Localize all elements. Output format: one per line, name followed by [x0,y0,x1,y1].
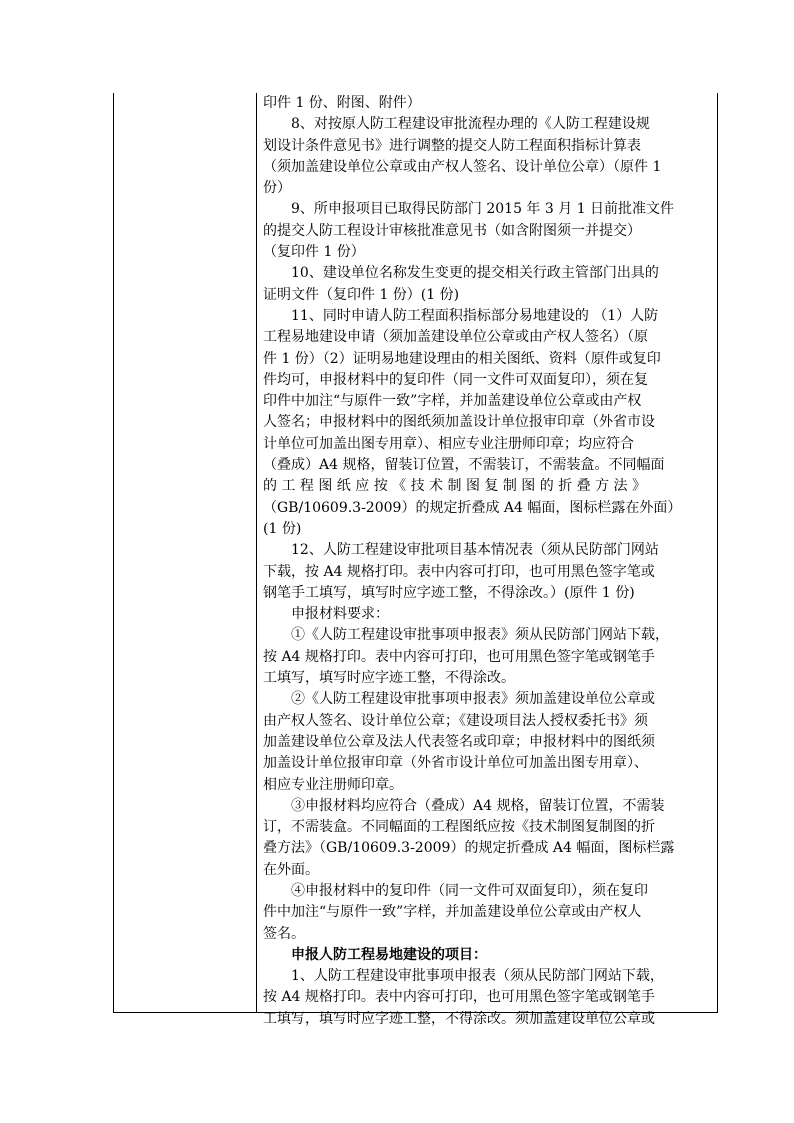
text-line: 人签名；申报材料中的图纸须加盖设计单位报审印章（外省市设 [263,414,655,431]
text-line: 按 A4 规格打印。表中内容可打印，也可用黑色签字笔或钢笔手 [263,648,655,665]
text-line: ④申报材料中的复印件（同一文件可双面复印），须在复印 [291,882,648,899]
text-line: 工填写，填写时应字迹工整，不得涂改。须加盖建设单位公章或 [263,1010,655,1027]
text-line: ①《人防工程建设审批事项申报表》须从民防部门网站下载， [291,627,669,644]
text-line: 1、人防工程建设审批事项申报表（须从民防部门网站下载， [291,968,664,985]
text-line: 11、同时申请人防工程面积指标部分易地建设的 （1）人防 [291,307,659,324]
text-line: 订，不需装盒。不同幅面的工程图纸应按《技术制图复制图的折 [263,819,655,836]
text-line: 签名。 [263,925,305,942]
text-line: 10、建设单位名称发生变更的提交相关行政主管部门出具的 [291,265,659,282]
text-line: 的 工 程 图 纸 应 按 《 技 术 制 图 复 制 图 的 折 叠 方 法 》 [263,478,647,495]
text-line: 相应专业注册师印章。 [263,776,403,793]
text-line: 在外面。 [263,861,319,878]
text-line: （须加盖建设单位公章或由产权人签名、设计单位公章）（原件 1 [263,158,662,175]
text-line: (1 份) [263,520,302,537]
table-column-divider [256,93,257,1013]
section-heading: 申报人防工程易地建设的项目： [291,946,487,963]
table-border-right [717,93,718,1013]
text-line: 9、所申报项目已取得民防部门 2015 年 3 月 1 日前批准文件 [291,201,675,218]
text-line: 按 A4 规格打印。表中内容可打印，也可用黑色签字笔或钢笔手 [263,989,655,1006]
text-line: 钢笔手工填写，填写时应字迹工整，不得涂改。）(原件 1 份) [263,584,635,601]
text-line: 下载，按 A4 规格打印。表中内容可打印，也可用黑色签字笔或 [263,563,655,580]
text-line: （GB/10609.3-2009）的规定折叠成 A4 幅面，图标栏露在外面） [263,499,682,516]
text-line: ③申报材料均应符合（叠成）A4 规格，留装订位置，不需装 [291,797,665,814]
text-line: 叠方法》（GB/10609.3-2009）的规定折叠成 A4 幅面，图标栏露 [263,840,675,857]
text-line: 8、对按原人防工程建设审批流程办理的《人防工程建设规 [291,116,650,133]
table-border-left [113,93,114,1013]
text-line: 加盖设计单位报审印章（外省市设计单位可加盖出图专用章）、 [263,755,648,772]
requirements-cell [263,93,715,1030]
text-line: 工填写，填写时应字迹工整，不得涂改。 [263,670,515,687]
section-label: 申报材料要求： [291,606,389,623]
text-line: ②《人防工程建设审批事项申报表》须加盖建设单位公章或 [291,691,655,708]
text-line: 份） [263,180,291,197]
text-line: （叠成）A4 规格，留装订位置，不需装订，不需装盒。不同幅面 [263,457,665,474]
text-line: 证明文件（复印件 1 份）(1 份) [263,286,460,303]
text-line: 计单位可加盖出图专用章）、相应专业注册师印章；均应符合 [263,435,634,452]
text-line: 件中加注“与原件一致”字样，并加盖建设单位公章或由产权人 [263,904,642,921]
text-line: 12、人防工程建设审批项目基本情况表（须从民防部门网站 [291,542,659,559]
text-line: 印件中加注“与原件一致”字样，并加盖建设单位公章或由产权 [263,393,642,410]
text-line: 的提交人防工程设计审核批准意见书（如含附图须一并提交） [263,222,641,239]
text-line: 划设计条件意见书》进行调整的提交人防工程面积指标计算表 [263,137,641,154]
text-line: （复印件 1 份） [263,244,365,261]
text-line: 件均可，申报材料中的复印件（同一文件可双面复印），须在复 [263,371,648,388]
text-line: 由产权人签名、设计单位公章；《建设项目法人授权委托书》须 [263,712,648,729]
text-line: 工程易地建设申请（须加盖建设单位公章或由产权人签名）（原 [263,329,648,346]
text-line: 加盖建设单位公章及法人代表签名或印章；申报材料中的图纸须 [263,733,655,750]
form-table [113,93,718,1027]
text-line: 件 1 份）（2）证明易地建设理由的相关图纸、资料（原件或复印 [263,350,661,367]
text-line: 印件 1 份、附图、附件） [263,95,421,111]
